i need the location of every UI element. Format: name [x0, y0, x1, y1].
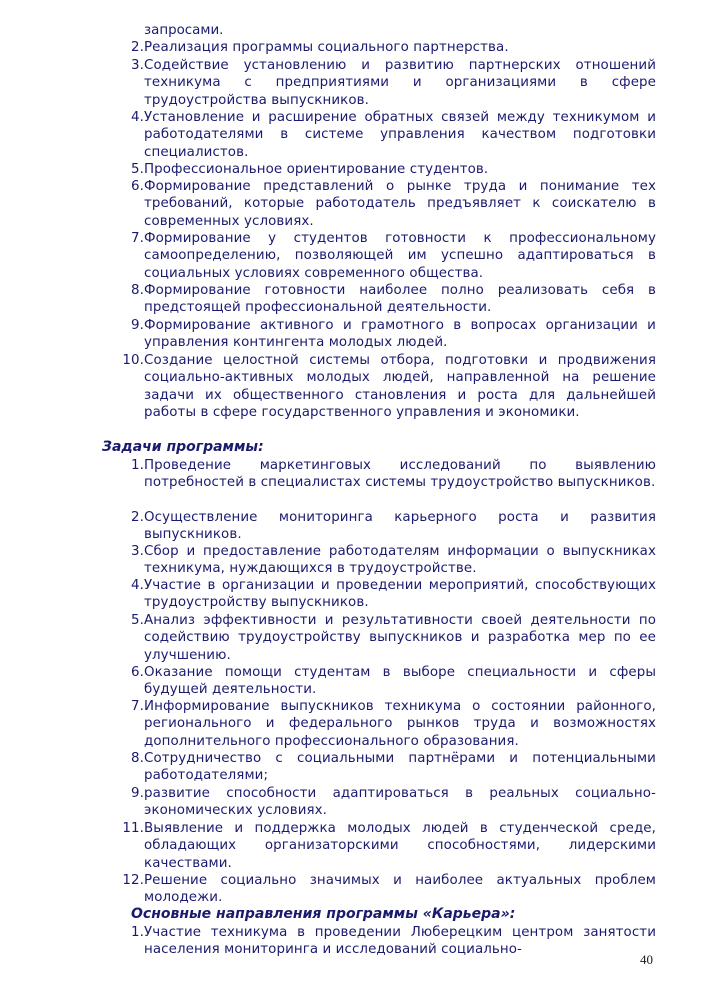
list-item: 4. Установление и расширение обратных связей между техникумом и работодателями в системе управления качеством подготовки специалистов.: [131, 110, 656, 160]
list-item: 8. Сотрудничество с социальными партнёрами и потенциальными работодателями;: [131, 751, 656, 784]
page-number: 40: [640, 952, 653, 967]
list-item: 3. Сбор и предоставление работодателям информации о выпускниках техникума, нуждающихся в трудоустройстве.: [131, 544, 656, 577]
list-item: 1. Участие техникума в проведении Люберецким центром занятости населения мониторинга и исследований социально-: [131, 925, 656, 958]
list-item: 7. Информирование выпускников техникума о состоянии районного, регионального и федерального рынков труда и возможностях дополнительного профессионального образования.: [131, 699, 656, 749]
list-item: 5. Профессиональное ориентирование студентов.: [131, 162, 489, 177]
list-item: 9. развитие способности адаптироваться в реальных социально-экономических условиях.: [131, 786, 656, 819]
list-item: 7. Формирование у студентов готовности к профессиональному самоопределению, позволяющей им успешно адаптироваться в социальных условиях современного общества.: [131, 231, 656, 281]
list-item: 2. Реализация программы социального партнерства.: [131, 40, 509, 55]
lead-fragment: запросами.: [144, 23, 224, 38]
list-item: 8. Формирование готовности наиболее полно реализовать себя в предстоящей профессиональной деятельности.: [131, 283, 656, 316]
list-item: 9. Формирование активного и грамотного в вопросах организации и управления контингента молодых людей.: [131, 318, 656, 351]
list-item: 4. Участие в организации и проведении мероприятий, способствующих трудоустройству выпускников.: [131, 578, 656, 611]
list-item: 6. Оказание помощи студентам в выборе специальности и сферы будущей деятельности.: [131, 665, 656, 698]
tasks-heading: Задачи программы:: [102, 439, 264, 455]
directions-heading: Основные направления программы «Карьера»:: [131, 906, 516, 922]
list-item: 6. Формирование представлений о рынке труда и понимание тех требований, которые работодатель предъявляет к соискателю в современных условиях.: [131, 179, 656, 229]
list-item: 5. Анализ эффективности и результативности своей деятельности по содействию трудоустройству выпускников и разработка мер по ее улучшению.: [131, 613, 656, 663]
list-item: 10. Создание целостной системы отбора, подготовки и продвижения социально-активных молодых людей, направленной на решение задачи их общественного становления и роста для дальнейшей работы в сфере государственного управления и экономики.: [122, 353, 656, 420]
list-item: 2. Осуществление мониторинга карьерного роста и развития выпускников.: [131, 510, 656, 543]
list-item: 12. Решение социально значимых и наиболее актуальных проблем молодежи.: [122, 873, 656, 906]
list-item: 3. Содействие установлению и развитию партнерских отношений техникума с предприятиями и организациями в сфере трудоустройства выпускников.: [131, 58, 656, 108]
list-item: 1. Проведение маркетинговых исследований по выявлению потребностей в специалистах системы трудоустройство выпускников.: [131, 458, 656, 491]
list-item: 11. Выявление и поддержка молодых людей в студенческой среде, обладающих организаторскими способностями, лидерскими качествами.: [122, 821, 656, 871]
